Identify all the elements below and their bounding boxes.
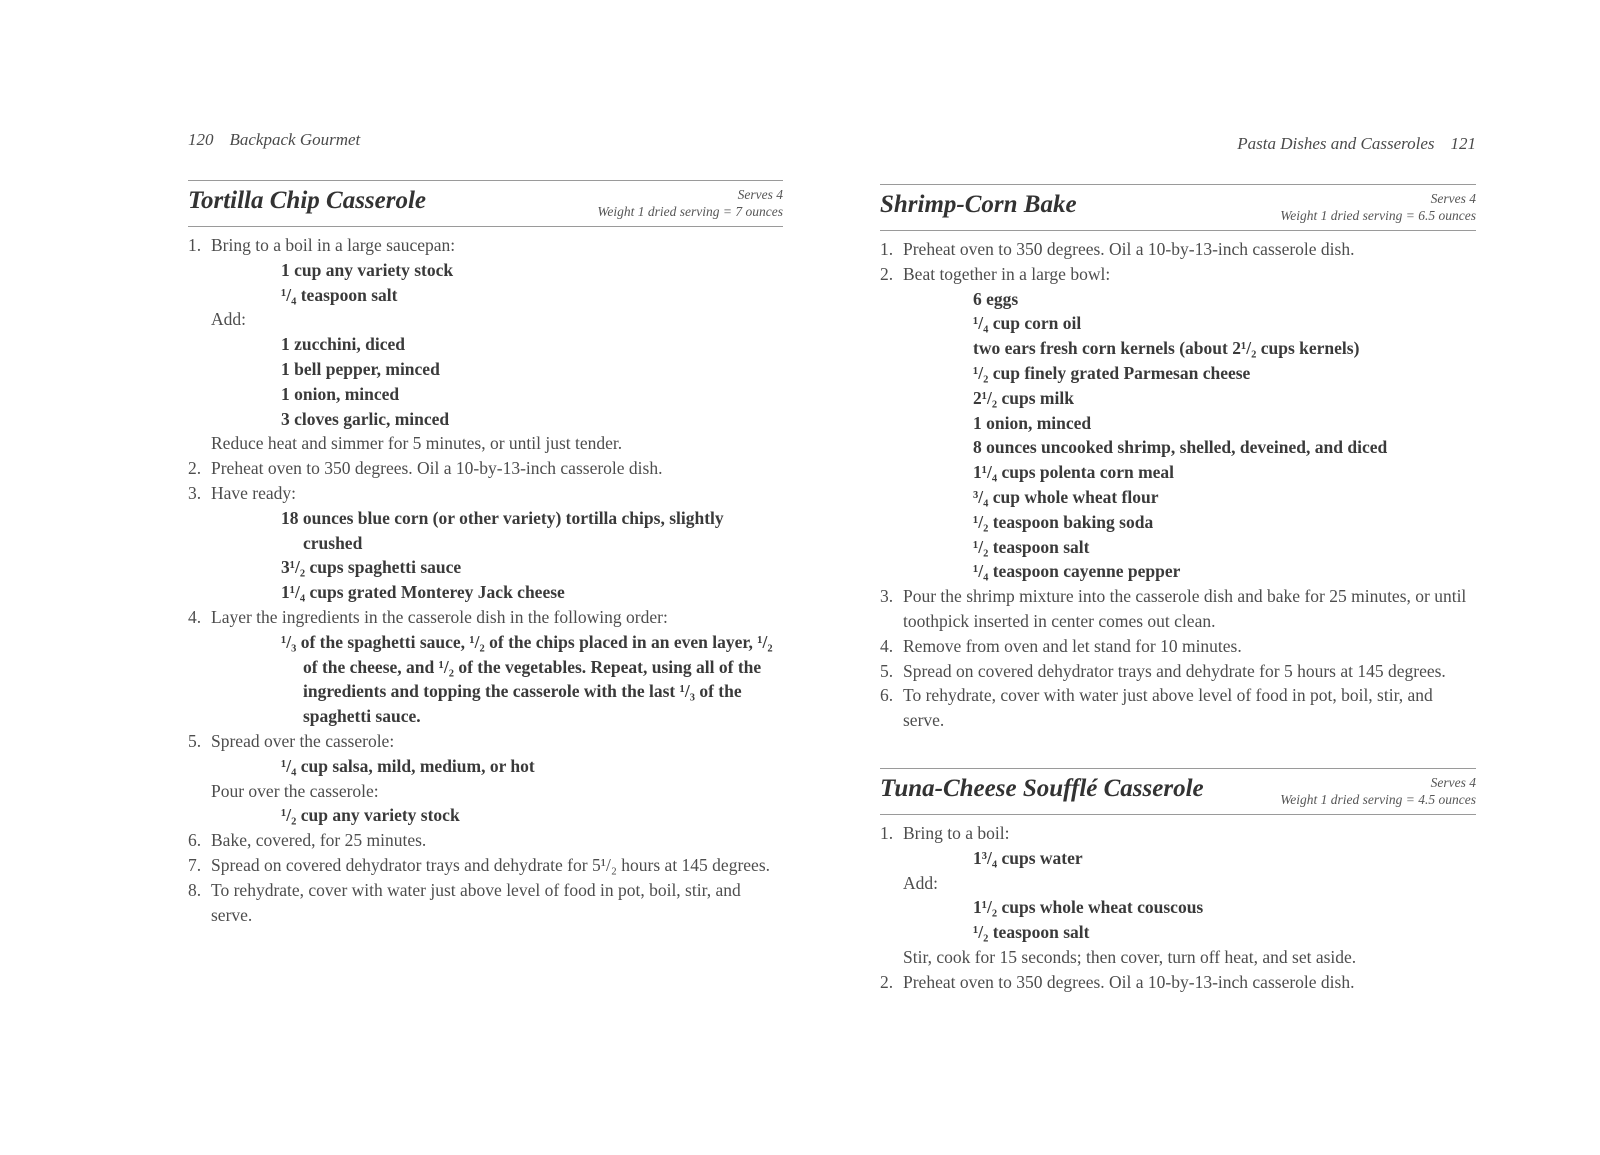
- step-note: [880, 945, 1476, 970]
- step-number: 6.: [188, 830, 202, 851]
- step-number: 5.: [880, 660, 894, 681]
- step-item: [880, 683, 1476, 733]
- ingredient-line: two ears fresh corn kernels (about 2¹/₂ cups kernels): [973, 338, 1360, 359]
- running-head-right: [1237, 134, 1476, 154]
- step-text: To rehydrate, cover with water just above level of food in pot, boil, stir, and serve.: [211, 879, 741, 925]
- page-number: 121: [1450, 134, 1476, 153]
- step-note: [188, 307, 783, 332]
- ingredient-line: 1¹/₄ cups polenta corn meal: [973, 462, 1175, 483]
- step-item: [880, 262, 1476, 287]
- ingredient-line: ¹/₂ teaspoon salt: [973, 536, 1090, 557]
- step-item: [188, 605, 783, 630]
- ingredient-line: 3 cloves garlic, minced: [281, 408, 450, 429]
- ingredient-line: ¹/₄ cup salsa, mild, medium, or hot: [281, 755, 535, 776]
- step-item: [188, 456, 783, 481]
- step-item: [188, 853, 783, 878]
- recipe-header: [880, 768, 1476, 815]
- step-number: 7.: [188, 854, 202, 875]
- step-text: Preheat oven to 350 degrees. Oil a 10-by-13-inch casserole dish.: [211, 458, 663, 479]
- page-number: 120: [188, 130, 214, 149]
- ingredient-line: 1 zucchini, diced: [281, 334, 405, 355]
- step-number: 3.: [880, 586, 894, 607]
- step-number: 8.: [188, 879, 202, 900]
- step-note-text: Add:: [903, 872, 938, 893]
- recipe-title: Shrimp-Corn Bake: [880, 191, 1077, 218]
- ingredient-line: ¹/₂ teaspoon baking soda: [973, 511, 1154, 532]
- ingredient-line: 6 eggs: [973, 288, 1019, 309]
- step-text: Bring to a boil in a large saucepan:: [211, 235, 456, 255]
- ingredient-line: 1 onion, minced: [281, 383, 400, 404]
- step-note: [188, 431, 783, 456]
- weight-label: Weight 1 dried serving = 7 ounces: [597, 204, 783, 219]
- recipe-meta: [1280, 774, 1476, 808]
- step-number: 1.: [880, 239, 894, 259]
- step-number: 1.: [880, 823, 894, 843]
- recipe-steps: [880, 821, 1476, 995]
- ingredient-line: 1¹/₂ cups whole wheat couscous: [973, 897, 1204, 918]
- ingredient-line: 1¹/₄ cups grated Monterey Jack cheese: [281, 582, 565, 603]
- recipe-steps: [188, 233, 783, 927]
- step-text: Preheat oven to 350 degrees. Oil a 10-by-13-inch casserole dish.: [903, 971, 1355, 992]
- step-text: Preheat oven to 350 degrees. Oil a 10-by-13-inch casserole dish.: [903, 239, 1355, 259]
- weight-label: Weight 1 dried serving = 4.5 ounces: [1280, 792, 1476, 807]
- step-number: 2.: [188, 458, 202, 479]
- step-number: 6.: [880, 685, 894, 706]
- ingredient-line: 1 cup any variety stock: [281, 259, 454, 280]
- ingredient-line: 3¹/₂ cups spaghetti sauce: [281, 557, 462, 578]
- step-text: To rehydrate, cover with water just above level of food in pot, boil, stir, and serve.: [903, 685, 1433, 731]
- step-number: 4.: [880, 635, 894, 656]
- ingredient-line: 18 ounces blue corn (or other variety) tortilla chips, slightly crushed: [281, 507, 724, 553]
- step-note-text: Stir, cook for 15 seconds; then cover, turn off heat, and set aside.: [903, 946, 1357, 967]
- running-head-left: [188, 130, 360, 150]
- step-note-text: Add:: [211, 309, 246, 330]
- recipe-header: [880, 184, 1476, 231]
- step-item: [188, 481, 783, 506]
- step-item: [188, 828, 783, 853]
- ingredient-line: ³/₄ cup whole wheat flour: [973, 486, 1159, 507]
- ingredient-line: 1³/₄ cups water: [973, 847, 1083, 868]
- recipe-meta: [597, 186, 783, 220]
- step-text: Bring to a boil:: [903, 823, 1010, 843]
- step-note-text: Pour over the casserole:: [211, 780, 379, 801]
- step-item: [880, 821, 1476, 846]
- step-item: [188, 233, 783, 258]
- recipe-header: [188, 180, 783, 227]
- step-number: 2.: [880, 263, 894, 284]
- running-head-title: Backpack Gourmet: [229, 130, 361, 149]
- ingredient-line: ¹/₂ cup finely grated Parmesan cheese: [973, 362, 1251, 383]
- recipe-title: Tortilla Chip Casserole: [188, 187, 427, 214]
- serves-label: Serves 4: [1430, 191, 1476, 206]
- step-item: [188, 878, 783, 928]
- serves-label: Serves 4: [1430, 775, 1476, 790]
- step-item: [880, 970, 1476, 995]
- step-text: Layer the ingredients in the casserole dish in the following order:: [211, 606, 668, 627]
- step-text: Pour the shrimp mixture into the casserole dish and bake for 25 minutes, or until toothpick inserted in center comes out clean.: [903, 586, 1467, 631]
- running-head-title: Pasta Dishes and Casseroles: [1237, 134, 1435, 153]
- ingredient-line: ¹/₄ teaspoon cayenne pepper: [973, 561, 1181, 582]
- ingredient-line: 2¹/₂ cups milk: [973, 387, 1074, 408]
- step-item: [880, 584, 1476, 634]
- step-text: Bake, covered, for 25 minutes.: [211, 830, 427, 851]
- recipe-tortilla-chip-casserole: [188, 180, 783, 927]
- step-note: [188, 779, 783, 804]
- ingredient-line: ¹/₄ cup corn oil: [973, 313, 1082, 334]
- weight-label: Weight 1 dried serving = 6.5 ounces: [1280, 208, 1476, 223]
- step-number: 3.: [188, 482, 202, 503]
- step-item: [880, 237, 1476, 262]
- step-text: Beat together in a large bowl:: [903, 263, 1111, 284]
- ingredient-line: 1 bell pepper, minced: [281, 358, 440, 379]
- ingredient-line: ¹/₄ teaspoon salt: [281, 284, 398, 305]
- step-text: Have ready:: [211, 482, 297, 503]
- ingredient-line: ¹/₃ of the spaghetti sauce, ¹/₂ of the chips placed in an even layer, ¹/₂ of the cheese, and ¹/₂ of the vegetables. Repeat, using all of the ingredients and topping the casserole with the last ¹/₃ of the spaghetti sauce.: [281, 631, 773, 727]
- step-number: 1.: [188, 235, 202, 255]
- ingredient-line: ¹/₂ teaspoon salt: [973, 922, 1090, 943]
- step-text: Remove from oven and let stand for 10 minutes.: [903, 635, 1242, 656]
- step-number: 5.: [188, 730, 202, 751]
- serves-label: Serves 4: [737, 187, 783, 202]
- step-number: 4.: [188, 606, 202, 627]
- ingredient-line: ¹/₂ cup any variety stock: [281, 805, 460, 826]
- step-text: Spread on covered dehydrator trays and dehydrate for 5¹/₂ hours at 145 degrees.: [211, 854, 771, 875]
- step-note-text: Reduce heat and simmer for 5 minutes, or until just tender.: [211, 433, 623, 454]
- ingredient-line: 8 ounces uncooked shrimp, shelled, deveined, and diced: [973, 437, 1388, 458]
- recipe-shrimp-corn-bake: [880, 184, 1476, 733]
- recipe-tuna-cheese-souffle-casserole: [880, 768, 1476, 995]
- ingredient-line: 1 onion, minced: [973, 412, 1092, 433]
- step-item: [880, 634, 1476, 659]
- step-item: [188, 729, 783, 754]
- recipe-steps: [880, 237, 1476, 733]
- step-item: [880, 659, 1476, 684]
- recipe-title: Tuna-Cheese Soufflé Casserole: [880, 775, 1204, 802]
- recipe-meta: [1280, 190, 1476, 224]
- step-text: Spread over the casserole:: [211, 730, 395, 751]
- step-number: 2.: [880, 971, 894, 992]
- step-note: [880, 871, 1476, 896]
- step-text: Spread on covered dehydrator trays and dehydrate for 5 hours at 145 degrees.: [903, 660, 1446, 681]
